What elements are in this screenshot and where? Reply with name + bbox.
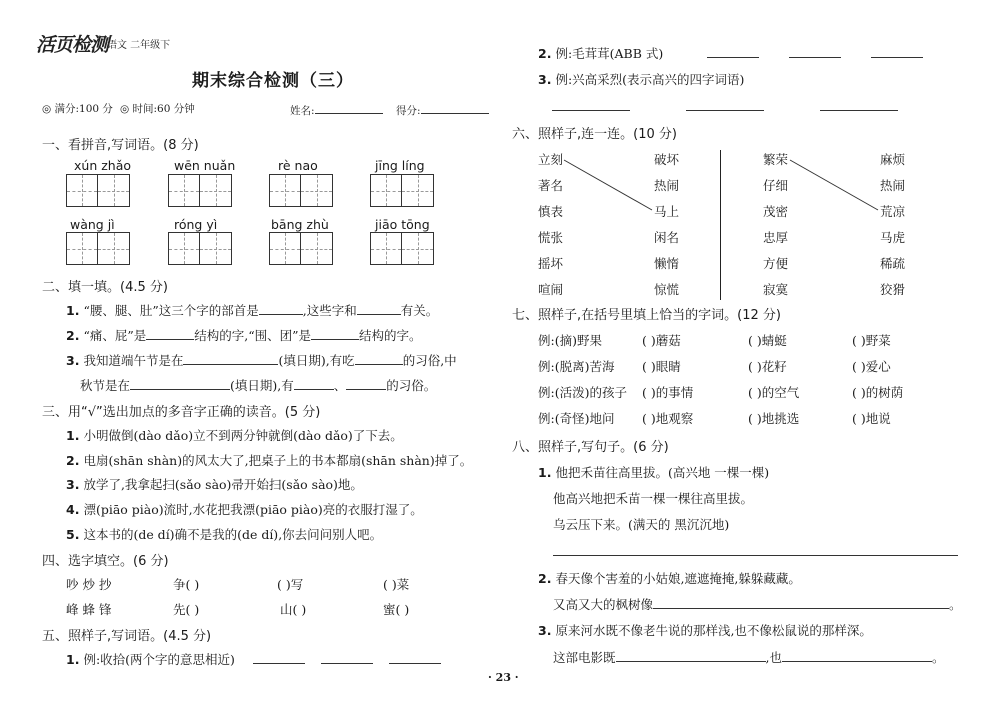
s6-match-word[interactable]: 热闹 [654, 178, 680, 193]
s6-left-word[interactable]: 方便 [763, 256, 789, 271]
s4-row-1-item-2[interactable]: ( )写 [277, 577, 304, 592]
s7-fill[interactable]: ( )的树荫 [852, 385, 904, 400]
brand-logo: 活页检测 [36, 34, 109, 56]
section-4-title: 四、选字填空。(6 分) [42, 554, 169, 569]
blank[interactable] [782, 649, 932, 662]
s5-question-2: 2. 例:毛茸茸(ABB 式) [538, 44, 923, 62]
s4-row-1-chars: 吵 炒 抄 [66, 577, 112, 592]
pinyin-4: jīng líng [375, 158, 425, 173]
s6-match-word[interactable]: 麻烦 [880, 152, 906, 167]
blank[interactable] [616, 649, 766, 662]
s2-question-3: 3. 我知道端午节是在 (填日期),有吃 的习俗,中 [66, 353, 457, 368]
s6-left-word[interactable]: 慌张 [538, 230, 564, 245]
s2-question-1: 1. “腰、腿、肚”这三个字的部首是 ,这些字和 有关。 [66, 303, 439, 318]
s3-line-3: 3. 放学了,我拿起扫(sǎo sào)帚开始扫(sǎo sào)地。 [66, 477, 363, 492]
s7-example: 例:(摘)野果 [538, 333, 602, 348]
s2-question-2: 2. “痛、屁”是 结构的字,“围、团”是 结构的字。 [66, 328, 422, 343]
s3-line-2: 2. 电扇(shān shàn)的风太大了,把桌子上的书本都扇(shān shàn)掉了。 [66, 453, 473, 468]
section-1-title: 一、看拼音,写词语。(8 分) [42, 138, 199, 153]
s7-fill[interactable]: ( )的事情 [642, 385, 694, 400]
s3-line-4: 4. 漂(piāo piào)流时,水花把我漂(piāo piào)亮的衣服打湿了。 [66, 502, 423, 517]
s4-row-1-item-1[interactable]: 争( ) [173, 577, 200, 592]
pinyin-6: róng yì [174, 217, 218, 232]
section-3-title: 三、用“√”选出加点的多音字正确的读音。(5 分) [42, 405, 321, 420]
pinyin-5: wàng jì [70, 217, 115, 232]
s6-left-word[interactable]: 仔细 [763, 178, 789, 193]
s8-q1-answer-line[interactable] [553, 543, 958, 559]
s8-q1-example: 他高兴地把禾苗一棵一棵往高里拔。 [553, 491, 754, 506]
s6-left-word[interactable]: 茂密 [763, 204, 789, 219]
s5-question-1: 1. 例:收拾(两个字的意思相近) [66, 650, 441, 668]
s8-question-1: 1. 他把禾苗往高里拔。(高兴地 一棵一棵) [538, 465, 770, 480]
s7-example: 例:(脱离)苦海 [538, 359, 615, 374]
s8-question-3: 3. 原来河水既不像老牛说的那样浅,也不像松鼠说的那样深。 [538, 623, 872, 638]
s7-fill[interactable]: ( )蜻蜓 [748, 333, 787, 348]
time-info: ◎ 时间:60 分钟 [120, 103, 195, 115]
section-6-title: 六、照样子,连一连。(10 分) [512, 127, 677, 142]
s6-match-word[interactable]: 热闹 [880, 178, 906, 193]
s7-fill[interactable]: ( )爱心 [852, 359, 891, 374]
s6-match-word[interactable]: 闲名 [654, 230, 680, 245]
s6-match-word[interactable]: 荒凉 [880, 204, 906, 219]
s7-example: 例:(奇怪)地问 [538, 411, 615, 426]
s8-q1-prompt: 乌云压下来。(满天的 黑沉沉地) [553, 517, 730, 532]
name-label: 姓名: [290, 105, 315, 117]
section-7-title: 七、照样子,在括号里填上恰当的字词。(12 分) [512, 308, 781, 323]
pinyin-2: wēn nuǎn [174, 158, 236, 173]
s7-fill[interactable]: ( )眼睛 [642, 359, 681, 374]
s6-match-word[interactable]: 稀疏 [880, 256, 906, 271]
s6-match-word[interactable]: 懒惰 [654, 256, 680, 271]
s6-left-word[interactable]: 著名 [538, 178, 564, 193]
s4-row-2-item-1[interactable]: 先( ) [173, 602, 200, 617]
s6-match-word[interactable]: 马上 [654, 204, 680, 219]
s6-left-word[interactable]: 慎表 [538, 204, 564, 219]
page-number: · 23 · [488, 671, 519, 684]
blank[interactable] [653, 596, 949, 609]
s7-fill[interactable]: ( )的空气 [748, 385, 800, 400]
s6-match-word[interactable]: 马虎 [880, 230, 906, 245]
pinyin-1: xún zhǎo [74, 158, 132, 173]
s6-left-word[interactable]: 喧闹 [538, 282, 564, 297]
s6-left-word[interactable]: 立刻 [538, 152, 564, 167]
example-line-2 [790, 160, 878, 210]
s4-row-1-item-3[interactable]: ( )菜 [383, 577, 410, 592]
mark-label: 得分: [396, 105, 421, 117]
s7-fill[interactable]: ( )地挑选 [748, 411, 800, 426]
pinyin-8: jiāo tōng [375, 217, 430, 232]
s7-fill[interactable]: ( )地观察 [642, 411, 694, 426]
page-title: 期末综合检测（三） [192, 71, 354, 91]
s7-fill[interactable]: ( )蘑菇 [642, 333, 681, 348]
s6-match-word[interactable]: 破坏 [654, 152, 680, 167]
s8-question-2: 2. 春天像个害羞的小姑娘,遮遮掩掩,躲躲藏藏。 [538, 571, 801, 586]
s7-fill[interactable]: ( )花籽 [748, 359, 787, 374]
s3-line-1: 1. 小明做倒(dào dǎo)立不到两分钟就倒(dào dǎo)了下去。 [66, 428, 403, 443]
s7-example: 例:(活泼)的孩子 [538, 385, 627, 400]
s2-question-3-cont: 秋节是在 (填日期),有 、 的习俗。 [80, 378, 437, 393]
s7-fill[interactable]: ( )野菜 [852, 333, 891, 348]
pinyin-3: rè nao [278, 158, 318, 173]
example-line-1 [564, 160, 652, 210]
s4-row-2-item-2[interactable]: 山( ) [280, 602, 307, 617]
s4-row-2-item-3[interactable]: 蜜( ) [383, 602, 410, 617]
section-8-title: 八、照样子,写句子。(6 分) [512, 440, 669, 455]
s7-fill[interactable]: ( )地说 [852, 411, 891, 426]
pinyin-7: bāng zhù [271, 217, 329, 232]
section-2-title: 二、填一填。(4.5 分) [42, 280, 168, 295]
s6-left-word[interactable]: 繁荣 [763, 152, 789, 167]
s3-line-5: 5. 这本书的(de dí)确不是我的(de dí),你去问问别人吧。 [66, 527, 383, 542]
section-5-title: 五、照样子,写词语。(4.5 分) [42, 629, 212, 644]
s6-match-word[interactable]: 狡猾 [880, 282, 906, 297]
s6-left-word[interactable]: 寂寞 [763, 282, 789, 297]
s5-question-3: 3. 例:兴高采烈(表示高兴的四字词语) [538, 72, 745, 87]
subject-label: 语文 二年级下 [107, 40, 171, 51]
s8-q3-prompt: 这部电影既 ,也 。 [553, 650, 945, 665]
s6-left-word[interactable]: 摇坏 [538, 256, 564, 271]
s6-left-word[interactable]: 忠厚 [763, 230, 789, 245]
s8-q2-prompt: 又高又大的枫树像 。 [553, 597, 962, 612]
s6-match-word[interactable]: 惊慌 [654, 282, 680, 297]
s4-row-2-chars: 峰 蜂 锋 [66, 602, 112, 617]
score-info: ◎ 满分:100 分 [42, 103, 113, 115]
